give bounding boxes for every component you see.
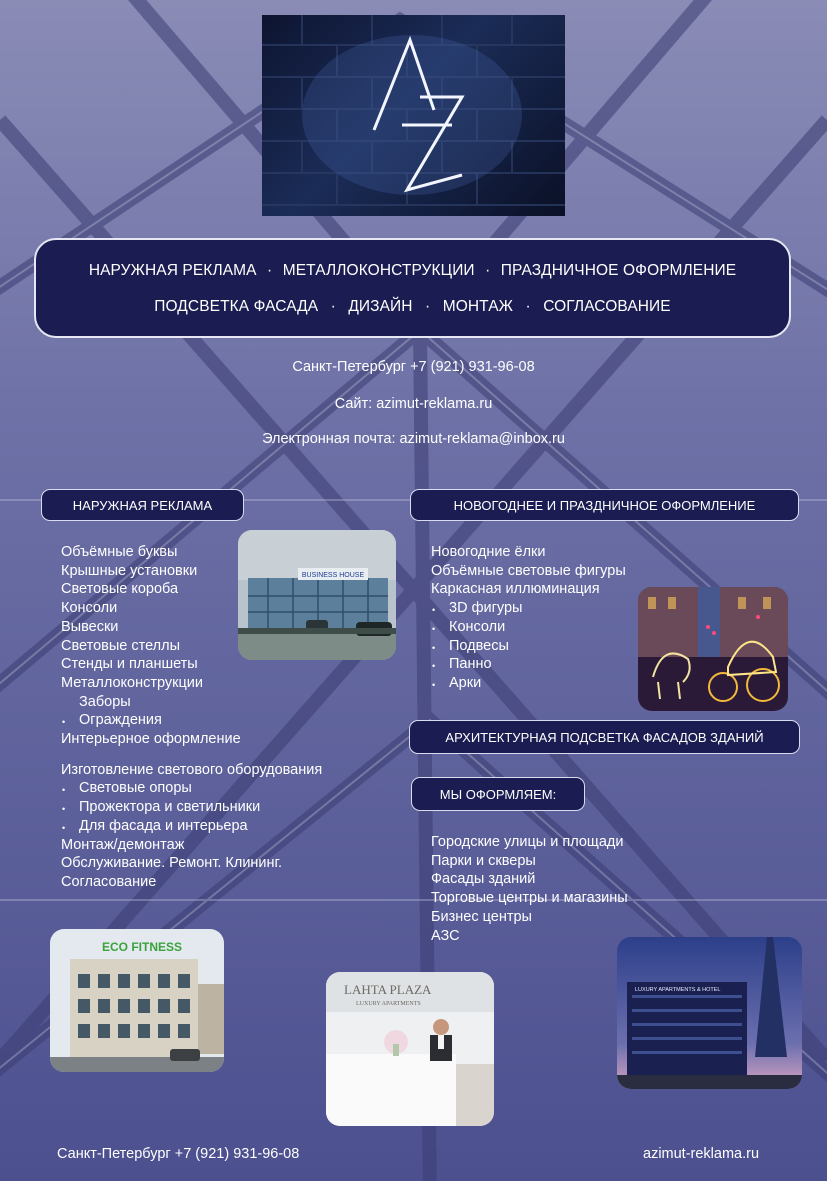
list-item: Новогодние ёлки (431, 544, 546, 560)
list-item: Объёмные буквы (61, 544, 178, 560)
contact-city-phone: Санкт-Петербург +7 (921) 931-96-08 (292, 359, 535, 375)
lahta-plaza-photo (326, 972, 494, 1126)
business-house-sign: BUSINESS HOUSE (301, 572, 365, 579)
services-line-2 (36, 298, 789, 316)
footer-contacts: Санкт-Петербург +7 (921) 931-96-08 (57, 1146, 300, 1162)
sub-item: • Арки (432, 674, 482, 691)
service-outdoor: НАРУЖНАЯ РЕКЛАМА (88, 262, 257, 279)
holiday-list (431, 543, 626, 693)
list-item: Городские улицы и площади (431, 834, 624, 850)
separator: · (525, 298, 531, 315)
service-metal: МЕТАЛЛОКОНСТРУКЦИИ (282, 262, 475, 279)
lahta-plaza-subsign: LUXURY APARTMENTS (356, 1001, 421, 1007)
contact-site: Сайт: azimut-reklama.ru (334, 396, 493, 412)
list-item: Обслуживание. Ремонт. Клининг. (61, 855, 283, 872)
list-item: Световые стеллы (61, 637, 181, 654)
lahta-plaza-sign: LAHTA PLAZA (344, 982, 432, 997)
lakhta-hotel-photo (617, 937, 802, 1089)
list-item: Монтаж/демонтаж (61, 836, 185, 853)
list-item: Изготовление светового оборудования (61, 761, 323, 778)
illuminated-carriage-photo (638, 587, 788, 711)
list-item: Металлоконструкции (61, 674, 203, 691)
list-item: АЗС (431, 927, 460, 944)
separator: · (485, 262, 491, 279)
services-line-1 (36, 262, 789, 280)
sub-item: • Панно (432, 656, 492, 673)
service-approval: СОГЛАСОВАНИЕ (543, 298, 671, 315)
eco-fitness-photo (50, 929, 224, 1072)
sub-item: Заборы (79, 693, 131, 710)
separator: · (330, 298, 336, 315)
separator: · (267, 262, 273, 279)
sub-item: • Подвесы (432, 637, 509, 654)
list-item: Световые короба (61, 581, 179, 598)
list-item: Вывески (61, 618, 119, 635)
sub-item: • 3D фигуры (432, 600, 523, 617)
list-item: Интерьерное оформление (61, 731, 241, 748)
list-item: Парки и скверы (431, 852, 536, 869)
list-item: Стенды и планшеты (61, 656, 198, 673)
list-item: Каркасная иллюминация (431, 581, 600, 598)
list-item: Фасады зданий (431, 871, 536, 888)
we-decorate-heading: МЫ ОФОРМЛЯЕМ: (411, 777, 585, 811)
list-item: Согласование (61, 873, 157, 890)
services-banner (34, 238, 791, 338)
azimut-logo (262, 15, 565, 216)
service-holiday: ПРАЗДНИЧНОЕ ОФОРМЛЕНИЕ (500, 262, 737, 279)
list-item: Крышные установки (61, 562, 198, 579)
list-item: Бизнес центры (431, 908, 532, 925)
sub-item: • Для фасада и интерьера (62, 817, 248, 834)
footer-site: azimut-reklama.ru (643, 1146, 760, 1162)
service-mounting: МОНТАЖ (442, 298, 514, 315)
we-decorate-list (431, 833, 628, 945)
separator: · (425, 298, 431, 315)
outdoor-heading: НАРУЖНАЯ РЕКЛАМА (41, 489, 244, 521)
architectural-heading: АРХИТЕКТУРНАЯ ПОДСВЕТКА ФАСАДОВ ЗДАНИЙ (409, 720, 800, 754)
sub-item: • Ограждения (62, 712, 162, 729)
eco-fitness-sign: ECO FITNESS (102, 940, 183, 954)
holiday-heading: НОВОГОДНЕЕ И ПРАЗДНИЧНОЕ ОФОРМЛЕНИЕ (410, 489, 799, 521)
business-house-photo (238, 530, 396, 660)
list-item: Объёмные световые фигуры (431, 562, 626, 579)
service-design: ДИЗАЙН (348, 298, 413, 315)
service-facade: ПОДСВЕТКА ФАСАДА (154, 298, 319, 315)
list-item: Торговые центры и магазины (431, 890, 628, 907)
sub-item: • Прожектора и светильники (62, 799, 261, 816)
sub-item: • Консоли (432, 618, 506, 635)
list-item: Консоли (61, 600, 118, 617)
sub-item: • Световые опоры (62, 780, 192, 797)
contact-email: Электронная почта: azimut-reklama@inbox.ru (262, 431, 565, 447)
hotel-sign: LUXURY APARTMENTS & HOTEL (635, 987, 721, 993)
